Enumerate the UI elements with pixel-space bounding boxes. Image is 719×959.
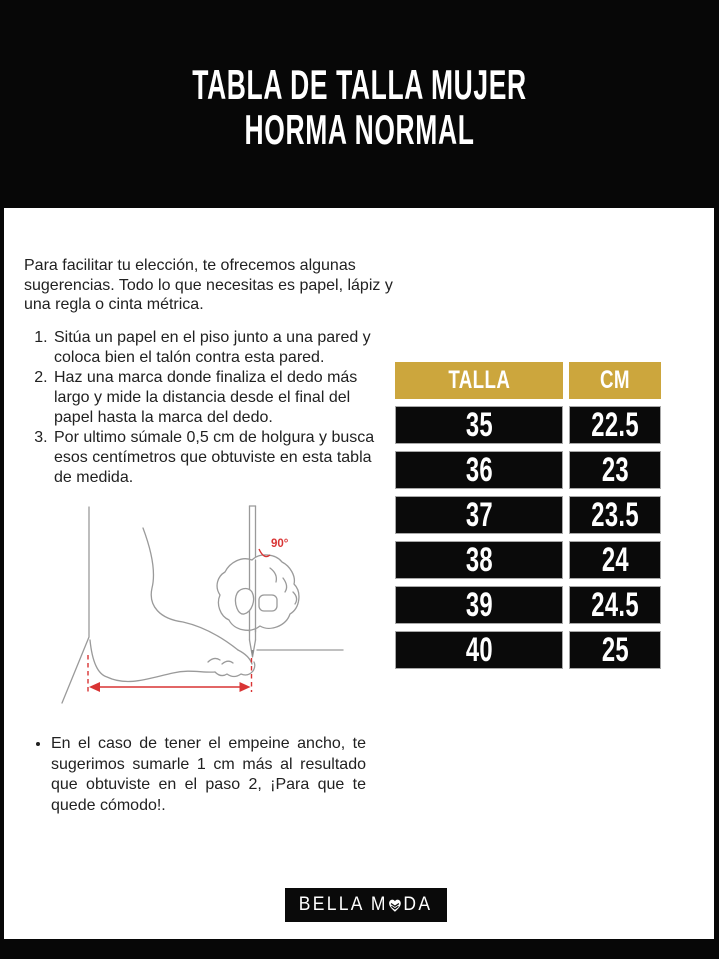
cell-value: 24.5 <box>591 585 639 624</box>
cell-value: 40 <box>465 630 493 669</box>
brand-name-suffix: DA <box>403 894 433 915</box>
table-cell-size <box>395 496 563 534</box>
cell-value: 35 <box>465 405 493 444</box>
cell-value: 23 <box>601 450 629 489</box>
cell-value: 24 <box>601 540 629 579</box>
cell-value: 39 <box>465 585 493 624</box>
heart-icon <box>388 898 402 913</box>
table-cell-size <box>395 406 563 444</box>
column-header-talla <box>395 362 563 399</box>
wall-line <box>62 507 89 703</box>
step-item-2: 2. Haz una marca donde finaliza el dedo más largo y mide la distancia desde el final del papel hasta la marca del dedo. <box>52 368 387 428</box>
hand <box>217 555 299 632</box>
arrowhead-right <box>240 682 251 692</box>
steps-list <box>31 328 387 488</box>
step-item-1: 1. Sitúa un papel en el piso junto a una pared y coloca bien el talón contra esta pared. <box>52 328 387 368</box>
cell-value: 23.5 <box>591 495 639 534</box>
table-cell-size <box>395 451 563 489</box>
intro-paragraph: Para facilitar tu elección, te ofrecemos algunas sugerencias. Todo lo que necesitas es papel, lápiz y una regla o cinta métrica. <box>24 257 393 313</box>
brand-logo <box>285 888 447 922</box>
table-cell-cm <box>569 541 661 579</box>
note-list <box>30 734 366 816</box>
table-cell-size <box>395 586 563 624</box>
angle-label: 90° <box>271 538 289 550</box>
table-cell-size <box>395 631 563 669</box>
cell-value: 38 <box>465 540 493 579</box>
table-cell-size <box>395 541 563 579</box>
brand-name-prefix: BELLA M <box>299 894 389 915</box>
cell-value: 25 <box>601 630 629 669</box>
header-label: TALLA <box>448 366 510 394</box>
header-label: CM <box>600 366 630 394</box>
table-cell-cm <box>569 451 661 489</box>
title-line-1: TABLA DE TALLA MUJER <box>192 61 527 108</box>
title-line-2: HORMA NORMAL <box>244 106 475 153</box>
cell-value: 37 <box>465 495 493 534</box>
arrowhead-left <box>89 682 100 692</box>
page-title <box>0 62 719 152</box>
foot-measurement-illustration <box>40 492 360 707</box>
cell-value: 36 <box>465 450 493 489</box>
column-header-cm <box>569 362 661 399</box>
cell-value: 22.5 <box>591 405 639 444</box>
note-item: • En el caso de tener el empeine ancho, te sugerimos sumarle 1 cm más al resultado que obtuviste en el paso 2, ¡Para que te quede cómodo!. <box>51 734 366 816</box>
size-table <box>395 362 661 669</box>
brand-name <box>299 894 433 916</box>
table-cell-cm <box>569 496 661 534</box>
step-item-3: 3. Por ultimo súmale 0,5 cm de holgura y busca esos centímetros que obtuviste en esta tabla de medida. <box>52 428 387 488</box>
table-cell-cm <box>569 631 661 669</box>
table-cell-cm <box>569 586 661 624</box>
table-cell-cm <box>569 406 661 444</box>
